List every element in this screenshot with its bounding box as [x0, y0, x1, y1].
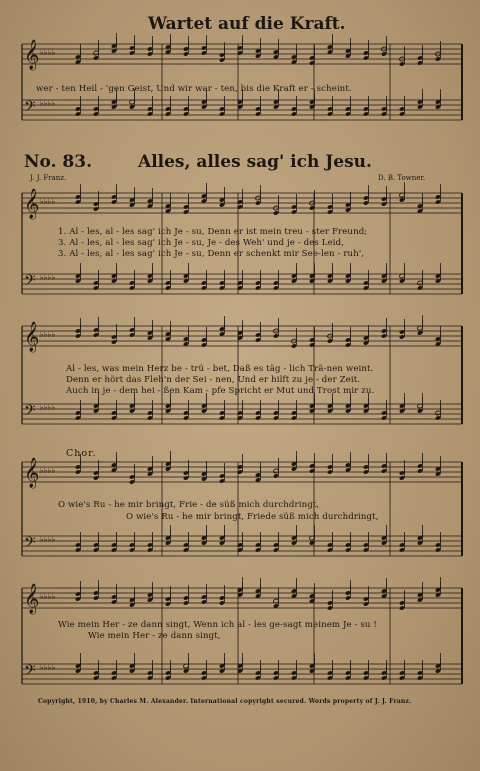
key-signature-flat-icon: ♭♭♭♭ — [40, 197, 56, 206]
composer: D. B. Towner. — [378, 174, 426, 182]
verse-3-line-1: 3. Al - les, al - les sag' ich Je - su, Denn er schenkt mir See-len - ruh', — [58, 249, 365, 259]
top-lyric-line: wer - ten Heil - 'gen Geist, Und wir war - ten, bis die Kraft er - scheint. — [36, 84, 352, 94]
verse-2-line-1: 3. Al - les, al - les sag' ich Je - su, Je - des Weh' und je - des Leid, — [58, 238, 345, 248]
previous-hymn-title: Wartet auf die Kraft. — [148, 14, 346, 34]
key-signature-flat-icon: ♭♭♭♭ — [40, 48, 56, 57]
chorus-line-1-lower: O wie's Ru - he mir bringt, Friede süß mich durchdringt, — [126, 512, 379, 522]
key-signature-flat-icon: ♭♭♭♭ — [40, 535, 56, 544]
hymn-number: No. 83. — [24, 152, 92, 172]
key-signature-flat-icon: ♭♭♭♭ — [40, 403, 56, 412]
hymn-title: Alles, alles sag' ich Jesu. — [138, 152, 372, 172]
key-signature-flat-icon: ♭♭♭♭ — [40, 663, 56, 672]
key-signature-flat-icon: ♭♭♭♭ — [40, 592, 56, 601]
bass-clef-icon: 𝄢 — [24, 662, 36, 683]
copyright-footer: Copyright, 1910, by Charles M. Alexander. International copyright secured. Words property of J. J. Franz. — [38, 698, 412, 705]
lyricist: J. J. Franz. — [30, 174, 67, 182]
chorus-line-1-upper: O wie's Ru - he mir bringt, Frie - de süß mich durchdringt, — [58, 500, 320, 510]
bass-clef-icon: 𝄢 — [24, 98, 36, 119]
key-signature-flat-icon: ♭♭♭♭ — [40, 273, 56, 282]
verse-3-line-2: Auch in je - dem hei - ßen Kam - pfe Spricht er Mut und Trost mir zu. — [66, 386, 375, 396]
key-signature-flat-icon: ♭♭♭♭ — [40, 466, 56, 475]
treble-clef-icon: 𝄞 — [24, 458, 40, 488]
chorus-label: Chor. — [66, 448, 97, 459]
bass-clef-icon: 𝄢 — [24, 534, 36, 555]
verse-1-line-1: 1. Al - les, al - les sag' ich Je - su, Denn er ist mein treu - ster Freund; — [58, 227, 368, 237]
verse-2-line-2: Denn er hört das Fleh'n der Sei - nen, Und er hilft zu je - der Zeit. — [66, 375, 361, 385]
chorus-line-2-lower: Wie mein Her - ze dann singt, — [88, 631, 221, 641]
treble-clef-icon: 𝄞 — [24, 40, 40, 70]
treble-clef-icon: 𝄞 — [24, 322, 40, 352]
verse-1-line-2: Al - les, was mein Herz be - trü - bet, Daß es täg - lich Trä-nen weint. — [66, 364, 374, 374]
chorus-line-2-upper: Wie mein Her - ze dann singt, Wenn ich al - les ge-sagt meinem Je - su ! — [58, 620, 377, 630]
key-signature-flat-icon: ♭♭♭♭ — [40, 330, 56, 339]
treble-clef-icon: 𝄞 — [24, 584, 40, 614]
key-signature-flat-icon: ♭♭♭♭ — [40, 99, 56, 108]
bass-clef-icon: 𝄢 — [24, 272, 36, 293]
treble-clef-icon: 𝄞 — [24, 189, 40, 219]
bass-clef-icon: 𝄢 — [24, 402, 36, 423]
